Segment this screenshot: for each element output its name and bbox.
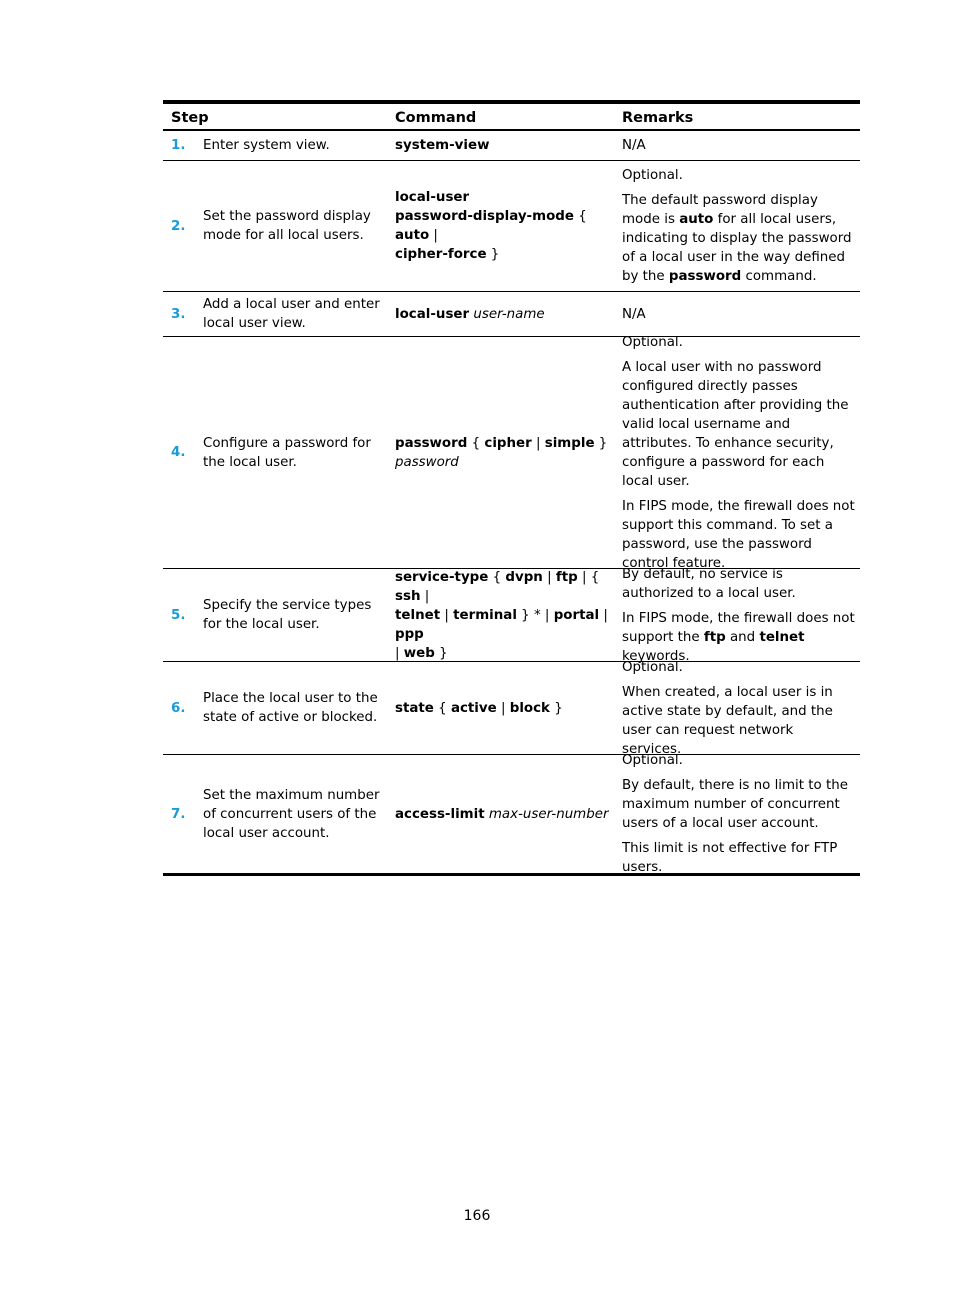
table-row — [163, 161, 860, 292]
command-keyword: password — [395, 435, 468, 451]
remark-text: In FIPS mode, the firewall does not support this command. To set a password, use the password control feature. — [622, 498, 855, 571]
remarks-cell — [622, 305, 860, 324]
step-cell — [163, 295, 395, 333]
command-keyword: telnet — [395, 607, 441, 623]
command-argument: password — [395, 454, 459, 470]
command-syntax: | — [440, 607, 454, 623]
header-remarks: Remarks — [622, 110, 694, 126]
remarks-cell — [622, 333, 860, 573]
command-syntax: { — [467, 435, 485, 451]
command-cell — [395, 805, 622, 824]
command-keyword: dvpn — [505, 569, 543, 585]
command-keyword: ftp — [555, 569, 578, 585]
remarks-cell — [622, 658, 860, 759]
command-keyword: ppp — [395, 626, 424, 642]
command-keyword: system-view — [395, 138, 490, 153]
table-row — [163, 334, 860, 571]
command-syntax: | — [429, 228, 438, 243]
command-syntax: | — [395, 645, 404, 661]
command-argument: max-user-number — [488, 806, 609, 822]
command-syntax: } — [486, 247, 500, 262]
step-cell — [163, 434, 395, 472]
remarks-cell — [622, 136, 860, 155]
command-syntax: } — [549, 700, 563, 716]
remark-keyword: password — [668, 269, 742, 284]
command-syntax: } * | — [516, 607, 554, 623]
command-keyword: portal — [553, 607, 600, 623]
command-keyword: local-user — [395, 306, 470, 322]
remark-text: N/A — [622, 306, 646, 322]
remark-fragment: for all local users, indicating to display the password of a local user in the way defined by the — [622, 212, 852, 284]
remark-text: N/A — [622, 138, 646, 153]
step-number: 6. — [171, 700, 186, 716]
step-cell — [163, 786, 395, 843]
step-number: 4. — [171, 445, 186, 460]
step-text: Specify the service types for the local user. — [203, 598, 372, 632]
command-syntax: | — [531, 435, 545, 451]
remarks-cell — [622, 166, 860, 286]
step-text: Enter system view. — [203, 138, 330, 153]
page-number: 166 — [463, 1208, 491, 1224]
command-syntax: | — [496, 700, 510, 716]
remark-text: A local user with no password configured directly passes authentication after providing the valid local username and attributes. To enhance security, configure a password for each local user. — [622, 359, 849, 489]
command-cell — [395, 699, 622, 718]
table-row — [163, 131, 860, 161]
command-syntax: } — [434, 645, 448, 661]
command-keyword: active — [450, 700, 497, 716]
table-row — [163, 659, 860, 757]
remark-fragment: In FIPS mode, the firewall does not support the — [622, 610, 855, 645]
table-row — [163, 755, 860, 873]
command-syntax: { — [573, 209, 587, 224]
command-keyword: password-display-mode — [395, 209, 574, 224]
command-argument: user-name — [473, 306, 545, 322]
command-keyword: web — [403, 645, 435, 661]
command-syntax: } — [594, 435, 608, 451]
command-cell — [395, 188, 622, 264]
command-syntax: | — [599, 607, 608, 623]
command-cell — [395, 568, 622, 663]
step-text: Set the password display mode for all local users. — [203, 209, 371, 243]
command-keyword: state — [395, 700, 434, 716]
command-keyword: service-type — [395, 569, 489, 585]
command-keyword: auto — [395, 228, 430, 243]
remark-text: By default, no service is authorized to a local user. — [622, 566, 796, 601]
remark-text: Optional. — [622, 753, 683, 768]
command-table — [163, 100, 860, 876]
remark-text: By default, there is no limit to the maximum number of concurrent users of a local user account. — [622, 778, 848, 831]
step-cell — [163, 136, 395, 155]
remark-text — [622, 191, 856, 286]
remark-fragment: The default password display mode is — [622, 193, 818, 227]
command-keyword: terminal — [453, 607, 517, 623]
table-row — [163, 566, 860, 664]
command-cell — [395, 305, 622, 324]
command-syntax: { — [433, 700, 451, 716]
step-cell — [163, 207, 395, 245]
remark-text: This limit is not effective for FTP users. — [622, 841, 838, 875]
step-cell — [163, 596, 395, 634]
remark-text: Optional. — [622, 334, 683, 350]
command-keyword: cipher-force — [395, 247, 487, 262]
step-number: 5. — [171, 607, 186, 623]
table-header — [163, 104, 860, 131]
step-text: Add a local user and enter local user view. — [203, 297, 380, 331]
header-step: Step — [171, 110, 209, 126]
remarks-cell — [622, 751, 860, 877]
command-keyword: simple — [544, 435, 595, 451]
command-cell — [395, 136, 622, 155]
step-text: Place the local user to the state of active or blocked. — [203, 691, 378, 725]
remark-text: Optional. — [622, 168, 683, 183]
table-row — [163, 292, 860, 337]
remark-fragment: and — [725, 629, 760, 645]
command-keyword: local-user — [395, 190, 470, 205]
remarks-cell — [622, 565, 860, 666]
header-command: Command — [395, 110, 477, 126]
remark-fragment: command. — [741, 269, 817, 284]
remark-keyword: auto — [679, 212, 714, 227]
step-text: Set the maximum number of concurrent users of the local user account. — [203, 787, 380, 841]
command-syntax: | { — [577, 569, 600, 585]
remark-keyword: ftp — [703, 629, 726, 645]
command-keyword: block — [509, 700, 550, 716]
step-number: 2. — [171, 218, 186, 234]
command-keyword: cipher — [484, 435, 532, 451]
step-number: 3. — [171, 306, 186, 322]
command-syntax: | — [542, 569, 556, 585]
command-keyword: access-limit — [395, 806, 485, 822]
step-cell — [163, 689, 395, 727]
command-syntax: { — [488, 569, 506, 585]
remark-text: When created, a local user is in active state by default, and the user can request network services. — [622, 684, 833, 757]
step-number: 1. — [171, 138, 186, 153]
command-cell — [395, 434, 622, 472]
remark-fragment: keywords. — [622, 648, 690, 664]
step-number: 7. — [171, 806, 186, 822]
remark-keyword: telnet — [759, 629, 805, 645]
command-keyword: ssh — [395, 588, 421, 604]
command-syntax: | — [420, 588, 430, 604]
remark-text: Optional. — [622, 659, 683, 675]
step-text: Configure a password for the local user. — [203, 435, 371, 470]
